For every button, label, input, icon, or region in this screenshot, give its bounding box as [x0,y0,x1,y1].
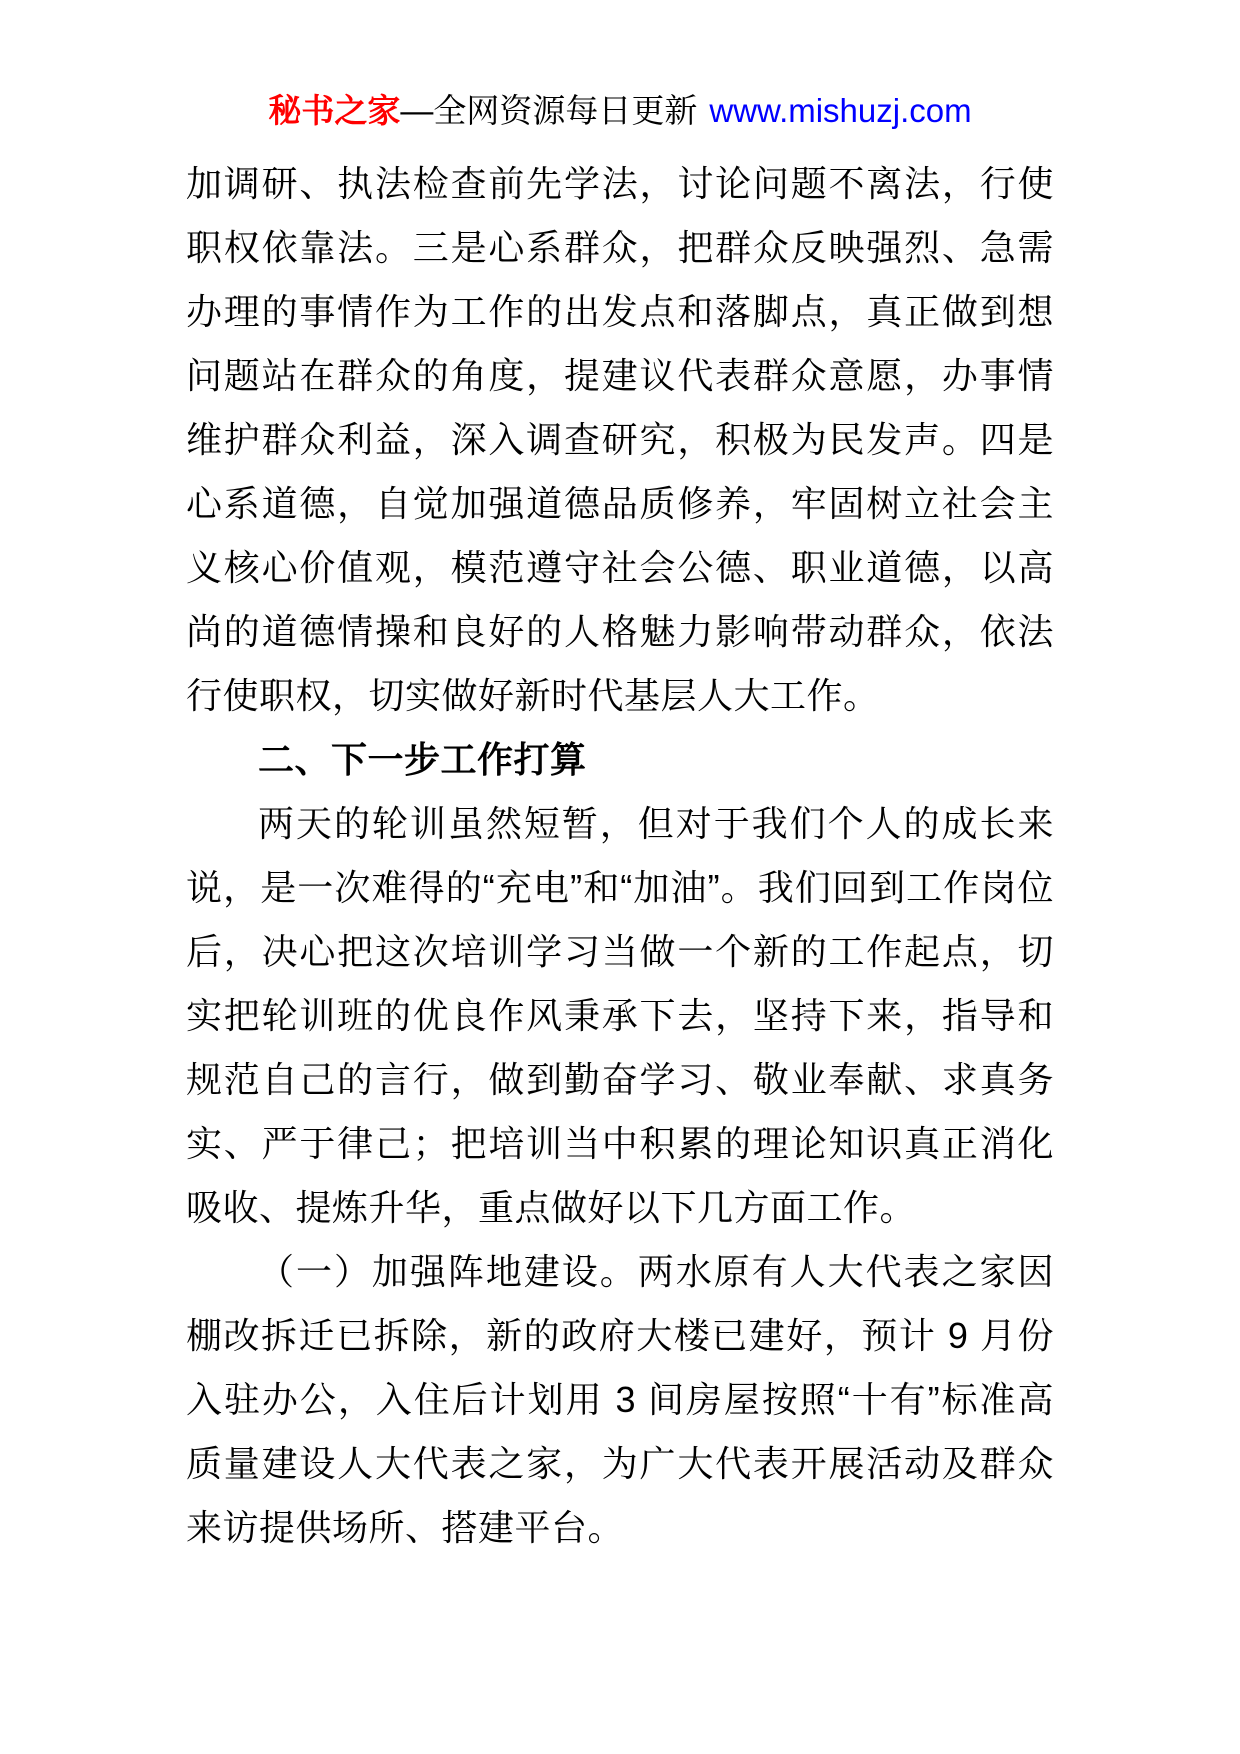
site-url-link[interactable]: www.mishuzj.com [709,92,972,129]
site-name: 秘书之家 [268,92,401,129]
paragraph-item-1-position-building: （一）加强阵地建设。两水原有人大代表之家因棚改拆迁已拆除，新的政府大楼已建好，预计 9 月份入驻办公，入住后计划用 3 间房屋按照“十有”标准高质量建设人大代表之家，为广大代表开展活动及群众来访提供场所、搭建平台。 [186,1251,1054,1548]
paragraph-duties-continued: 加调研、执法检查前先学法，讨论问题不离法，行使职权依靠法。三是心系群众，把群众反映强烈、急需办理的事情作为工作的出发点和落脚点，真正做到想问题站在群众的角度，提建议代表群众意愿，办事情维护群众利益，深入调查研究，积极为民发声。四是心系道德，自觉加强道德品质修养，牢固树立社会主义核心价值观，模范遵守社会公德、职业道德，以高尚的道德情操和良好的人格魅力影响带动群众，依法行使职权，切实做好新时代基层人大工作。 [186,163,1054,716]
site-header [0,0,1240,132]
section-heading-next-steps: 二、下一步工作打算 [258,739,587,780]
paragraph-training-reflection: 两天的轮训虽然短暂，但对于我们个人的成长来说，是一次难得的“充电”和“加油”。我们回到工作岗位后，决心把这次培训学习当做一个新的工作起点，切实把轮训班的优良作风秉承下去，坚持下来，指导和规范自己的言行，做到勤奋学习、敬业奉献、求真务实、严于律己；把培训当中积累的理论知识真正消化吸收、提炼升华，重点做好以下几方面工作。 [186,803,1054,1228]
document-body [186,152,1054,1560]
site-tagline: —全网资源每日更新 [400,92,698,129]
